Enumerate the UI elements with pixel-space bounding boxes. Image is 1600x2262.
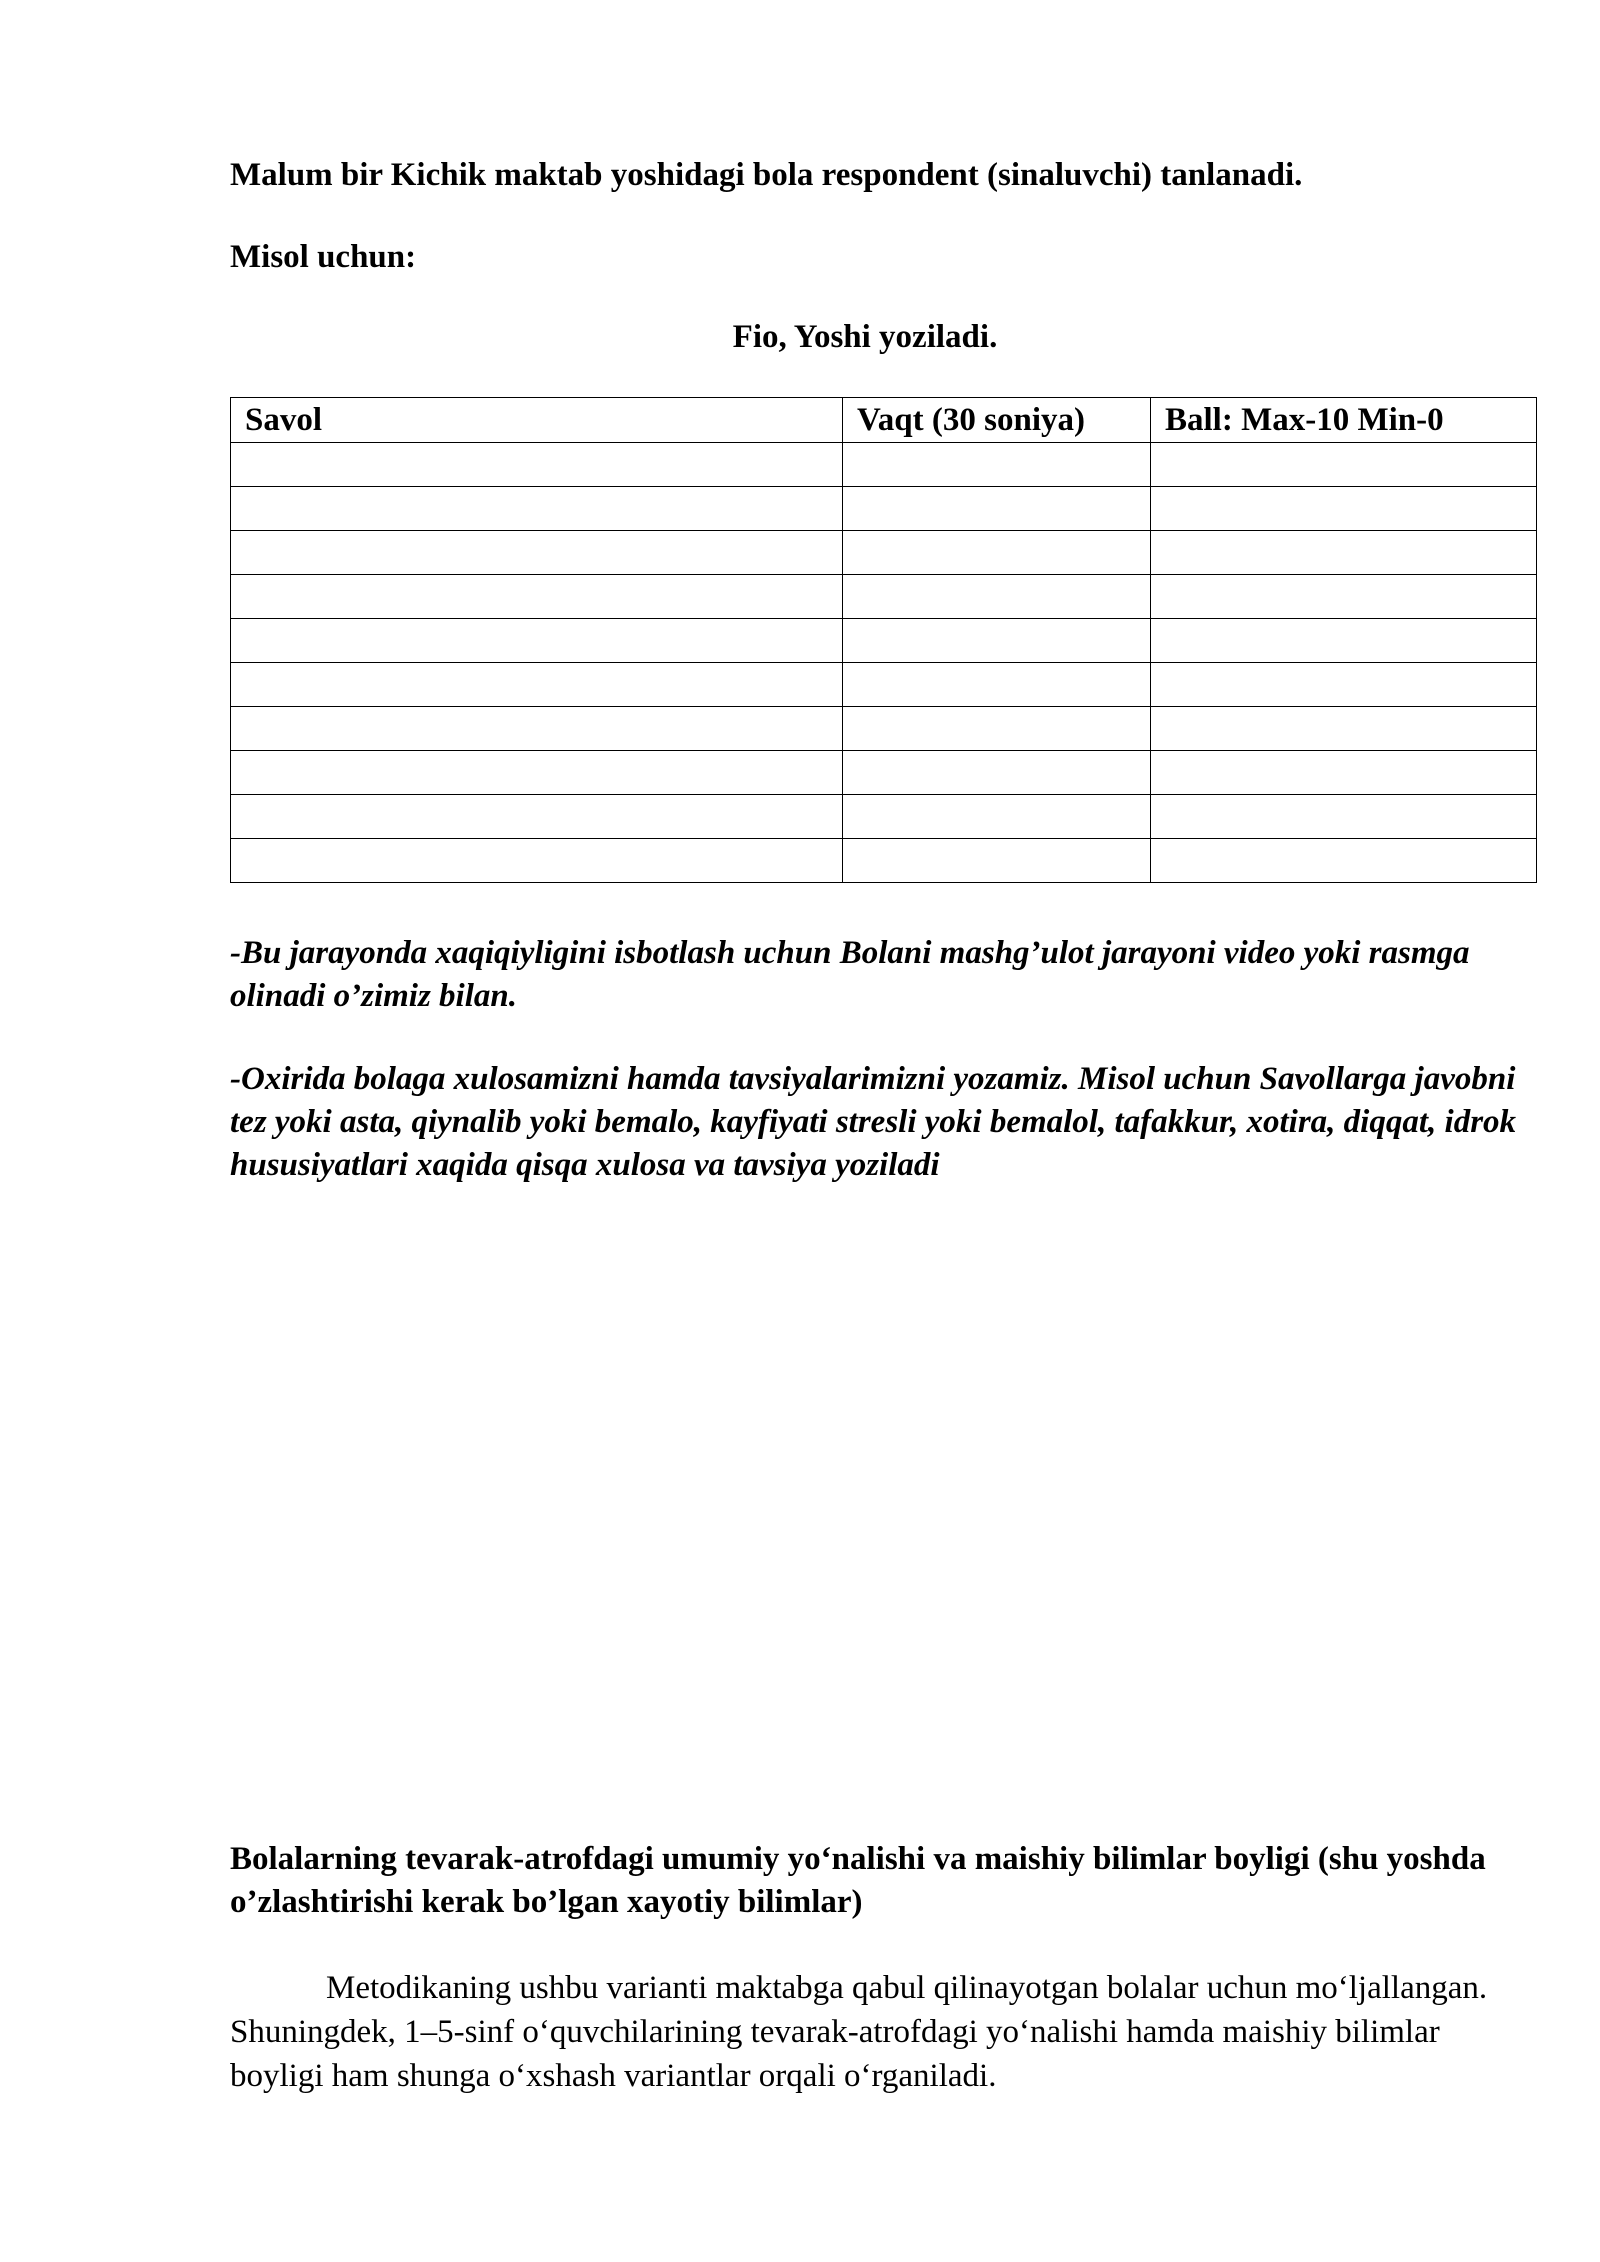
table-cell: [843, 575, 1151, 619]
note-conclusion: -Oxirida bolaga xulosamizni hamda tavsiyalarimizni yozamiz. Misol uchun Savollarga javobni tez yoki asta, qiynalib yoki bemalo, kayfiyati stresli yoki bemalol, tafakkur, xotira, diqqat, idrok hususiyatlari xaqida qisqa xulosa va tavsiya yoziladi: [230, 1061, 1517, 1183]
table-cell: [231, 707, 843, 751]
table-row: [231, 531, 1537, 575]
table-cell: [843, 663, 1151, 707]
table-cell: [1151, 443, 1537, 487]
table-cell: [231, 487, 843, 531]
intro-paragraph: Malum bir Kichik maktab yoshidagi bola respondent (sinaluvchi) tanlanadi.: [230, 157, 1303, 193]
question-table: [230, 397, 1537, 883]
table-cell: [231, 663, 843, 707]
table-cell: [1151, 663, 1537, 707]
table-row: [231, 795, 1537, 839]
table-cell: [1151, 619, 1537, 663]
section-body: Metodikaning ushbu varianti maktabga qabul qilinayotgan bolalar uchun mo‘ljallangan. Shuningdek, 1–5-sinf o‘quvchilarining tevarak-atrofdagi yo‘nalishi hamda maishiy bilimlar boyligi ham shunga o‘xshash variantlar orqali o‘rganiladi.: [230, 1970, 1488, 2094]
table-row: [231, 443, 1537, 487]
table-cell: [843, 795, 1151, 839]
note-video: -Bu jarayonda xaqiqiyligini isbotlash uchun Bolani mashg’ulot jarayoni video yoki rasmga olinadi o’zimiz bilan.: [230, 935, 1470, 1014]
table-cell: [843, 707, 1151, 751]
table-row: [231, 619, 1537, 663]
table-cell: [231, 531, 843, 575]
table-cell: [843, 531, 1151, 575]
section-title: Bolalarning tevarak-atrofdagi umumiy yo‘nalishi va maishiy bilimlar boyligi (shu yoshda o’zlashtirishi kerak bo’lgan xayotiy bilimlar): [230, 1841, 1486, 1920]
example-label: Misol uchun:: [230, 239, 417, 275]
table-cell: [1151, 795, 1537, 839]
table-cell: [843, 751, 1151, 795]
table-cell: [1151, 751, 1537, 795]
header-savol: Savol: [231, 398, 843, 443]
table-row: [231, 487, 1537, 531]
table-cell: [231, 619, 843, 663]
table-cell: [843, 619, 1151, 663]
table-cell: [843, 443, 1151, 487]
table-cell: [231, 443, 843, 487]
table-cell: [231, 751, 843, 795]
table-cell: [1151, 839, 1537, 883]
table-row: [231, 839, 1537, 883]
table-cell: [843, 487, 1151, 531]
header-ball: Ball: Max-10 Min-0: [1151, 398, 1537, 443]
table-row: [231, 707, 1537, 751]
table-cell: [1151, 487, 1537, 531]
table-header-row: [231, 398, 1537, 443]
table-cell: [1151, 575, 1537, 619]
table-row: [231, 663, 1537, 707]
header-vaqt: Vaqt (30 soniya): [843, 398, 1151, 443]
table-cell: [231, 795, 843, 839]
table-cell: [843, 839, 1151, 883]
table-cell: [1151, 531, 1537, 575]
table-row: [231, 575, 1537, 619]
table-cell: [231, 839, 843, 883]
table-cell: [231, 575, 843, 619]
fio-line: Fio, Yoshi yoziladi.: [732, 319, 998, 355]
table-cell: [1151, 707, 1537, 751]
table-row: [231, 751, 1537, 795]
